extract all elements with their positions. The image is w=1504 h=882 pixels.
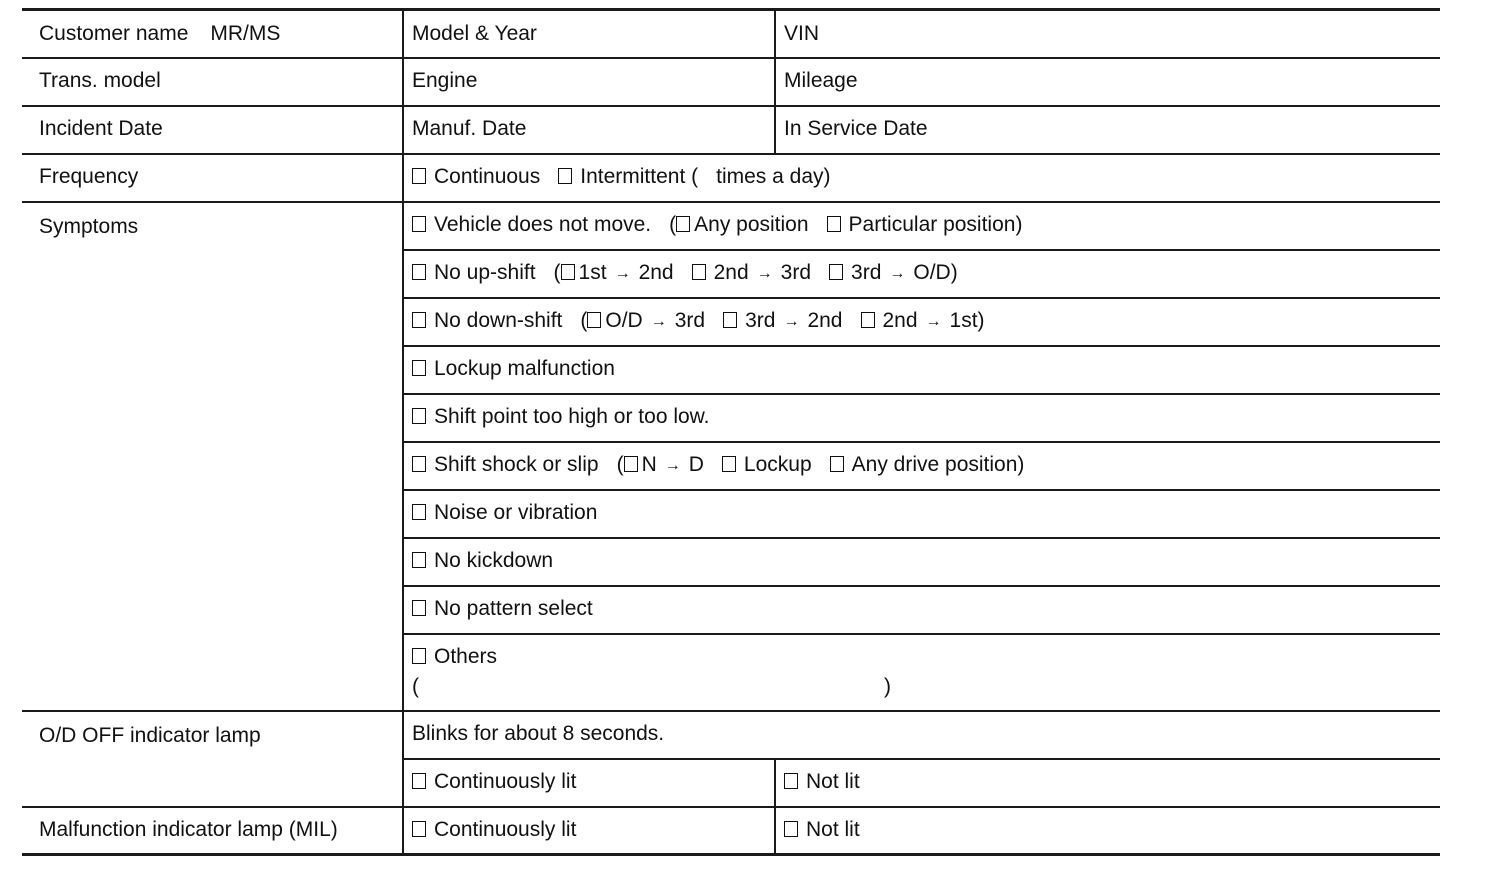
no-kickdown-checkbox-icon[interactable] [412,552,426,568]
od-off-continuously-lit-checkbox-icon[interactable] [412,773,426,789]
mil-label: Malfunction indicator lamp (MIL) [22,807,403,855]
in-service-date-cell[interactable] [775,106,1440,154]
upshift-2-3-checkbox-icon[interactable] [692,264,706,280]
frequency-options [403,154,1440,202]
downshift-2-to: 2nd [807,309,843,333]
shift-n-from: N [641,453,657,477]
upshift-2-from: 2nd [713,261,749,285]
manuf-date-cell[interactable] [403,106,775,154]
times-a-day-label: times a day) [716,165,831,189]
upshift-1-from: 1st [578,261,607,285]
right-arrow-icon: → [925,313,942,331]
incident-date-cell[interactable] [22,106,403,154]
no-upshift-checkbox-icon[interactable] [412,264,426,280]
symptom-lockup-malfunction [403,346,1440,394]
continuous-checkbox-icon[interactable] [412,168,426,184]
right-arrow-icon: → [614,265,631,283]
shift-n-to: D [688,453,704,477]
form-row-customer [22,10,1440,58]
od-off-continuously-lit-label: Continuously lit [434,770,577,794]
no-pattern-select-label: No pattern select [434,597,593,621]
form-row-frequency [22,154,1440,202]
right-arrow-icon: → [889,265,906,283]
downshift-1-to: 3rd [674,309,706,333]
downshift-1-from: O/D [605,309,643,333]
engine-label: Engine [412,69,478,93]
any-position-checkbox-icon[interactable] [676,216,690,232]
upshift-2-to: 3rd [780,261,812,285]
trans-model-cell[interactable] [22,58,403,106]
paren-open: ( [580,309,588,333]
transmission-diagnosis-form [22,8,1440,856]
form-row-dates [22,106,1440,154]
no-downshift-label: No down-shift [434,309,563,333]
right-arrow-icon: → [664,457,681,475]
paren-close: ) [884,675,891,698]
lockup-malfunction-checkbox-icon[interactable] [412,360,426,376]
any-drive-position-checkbox-icon[interactable] [830,456,844,472]
shift-lockup-label: Lockup [743,453,812,477]
downshift-od-3-checkbox-icon[interactable] [587,312,601,328]
intermittent-checkbox-icon[interactable] [558,168,572,184]
mil-not-lit [775,807,1440,855]
symptom-no-downshift [403,298,1440,346]
od-off-lamp-label: O/D OFF indicator lamp [22,711,403,807]
mil-continuously-lit-checkbox-icon[interactable] [412,821,426,837]
right-arrow-icon: → [783,313,800,331]
no-upshift-label: No up-shift [434,261,536,285]
model-year-cell[interactable] [403,10,775,58]
manuf-date-label: Manuf. Date [412,117,527,141]
incident-date-label: Incident Date [39,117,163,141]
od-off-not-lit [775,759,1440,807]
no-pattern-select-checkbox-icon[interactable] [412,600,426,616]
others-checkbox-icon[interactable] [412,648,426,664]
customer-name-cell[interactable] [22,10,403,58]
symptom-others[interactable] [403,634,1440,711]
particular-position-label: Particular position) [848,213,1023,237]
others-line [412,645,1440,669]
lockup-malfunction-label: Lockup malfunction [434,357,615,381]
continuous-label: Continuous [434,165,541,189]
od-off-continuously-lit [403,759,775,807]
in-service-date-label: In Service Date [784,117,928,141]
symptom-shift-point [403,394,1440,442]
downshift-3-from: 2nd [882,309,918,333]
vin-cell[interactable] [775,10,1440,58]
upshift-3-to: O/D) [913,261,958,285]
upshift-3-od-checkbox-icon[interactable] [829,264,843,280]
shift-lockup-checkbox-icon[interactable] [722,456,736,472]
upshift-3-from: 3rd [851,261,882,285]
any-drive-position-label: Any drive position) [851,453,1025,477]
od-off-not-lit-checkbox-icon[interactable] [784,773,798,789]
any-position-label: Any position [694,213,809,237]
engine-cell[interactable] [403,58,775,106]
vehicle-not-move-label: Vehicle does not move. [434,213,652,237]
right-arrow-icon: → [756,265,773,283]
form-row-symptom-vehicle [22,202,1440,250]
shift-point-label: Shift point too high or too low. [434,405,710,429]
mil-continuously-lit-label: Continuously lit [434,818,577,842]
vehicle-not-move-checkbox-icon[interactable] [412,216,426,232]
symptom-no-kickdown [403,538,1440,586]
form-row-od-off-blink [22,711,1440,759]
mileage-label: Mileage [784,69,858,93]
shift-shock-checkbox-icon[interactable] [412,456,426,472]
frequency-label: Frequency [22,154,403,202]
paren-open: ( [412,675,419,698]
upshift-1-2-checkbox-icon[interactable] [561,264,575,280]
right-arrow-icon: → [650,313,667,331]
symptom-no-upshift [403,250,1440,298]
others-label: Others [434,644,498,668]
symptom-vehicle-not-move [403,202,1440,250]
customer-name-label: Customer name [39,21,189,45]
mil-not-lit-label: Not lit [806,818,860,842]
downshift-2-1-checkbox-icon[interactable] [861,312,875,328]
mil-not-lit-checkbox-icon[interactable] [784,821,798,837]
intermittent-label: Intermittent ( [580,165,699,189]
others-detail-line[interactable] [412,675,1440,699]
symptoms-label: Symptoms [22,202,403,711]
no-downshift-checkbox-icon[interactable] [412,312,426,328]
od-off-not-lit-label: Not lit [806,770,860,794]
form-row-mil [22,807,1440,855]
downshift-3-2-checkbox-icon[interactable] [723,312,737,328]
symptom-no-pattern-select [403,586,1440,634]
downshift-2-from: 3rd [745,309,776,333]
trans-model-label: Trans. model [39,69,161,93]
mr-ms-label: MR/MS [210,21,281,45]
vin-label: VIN [784,21,820,45]
mil-continuously-lit [403,807,775,855]
paren-open: ( [553,261,561,285]
noise-vibration-label: Noise or vibration [434,501,598,525]
mileage-cell[interactable] [775,58,1440,106]
shift-shock-label: Shift shock or slip [434,453,599,477]
symptom-shift-shock [403,442,1440,490]
no-kickdown-label: No kickdown [434,549,554,573]
od-off-blinks-label: Blinks for about 8 seconds. [412,722,665,746]
form-row-trans [22,58,1440,106]
noise-vibration-checkbox-icon[interactable] [412,504,426,520]
upshift-1-to: 2nd [638,261,674,285]
od-off-blinks [403,711,1440,759]
shift-point-checkbox-icon[interactable] [412,408,426,424]
paren-open: ( [669,213,677,237]
symptom-noise-vibration [403,490,1440,538]
downshift-3-to: 1st) [949,309,985,333]
particular-position-checkbox-icon[interactable] [827,216,841,232]
shift-n-d-checkbox-icon[interactable] [624,456,638,472]
model-year-label: Model & Year [412,21,537,45]
paren-open: ( [616,453,624,477]
